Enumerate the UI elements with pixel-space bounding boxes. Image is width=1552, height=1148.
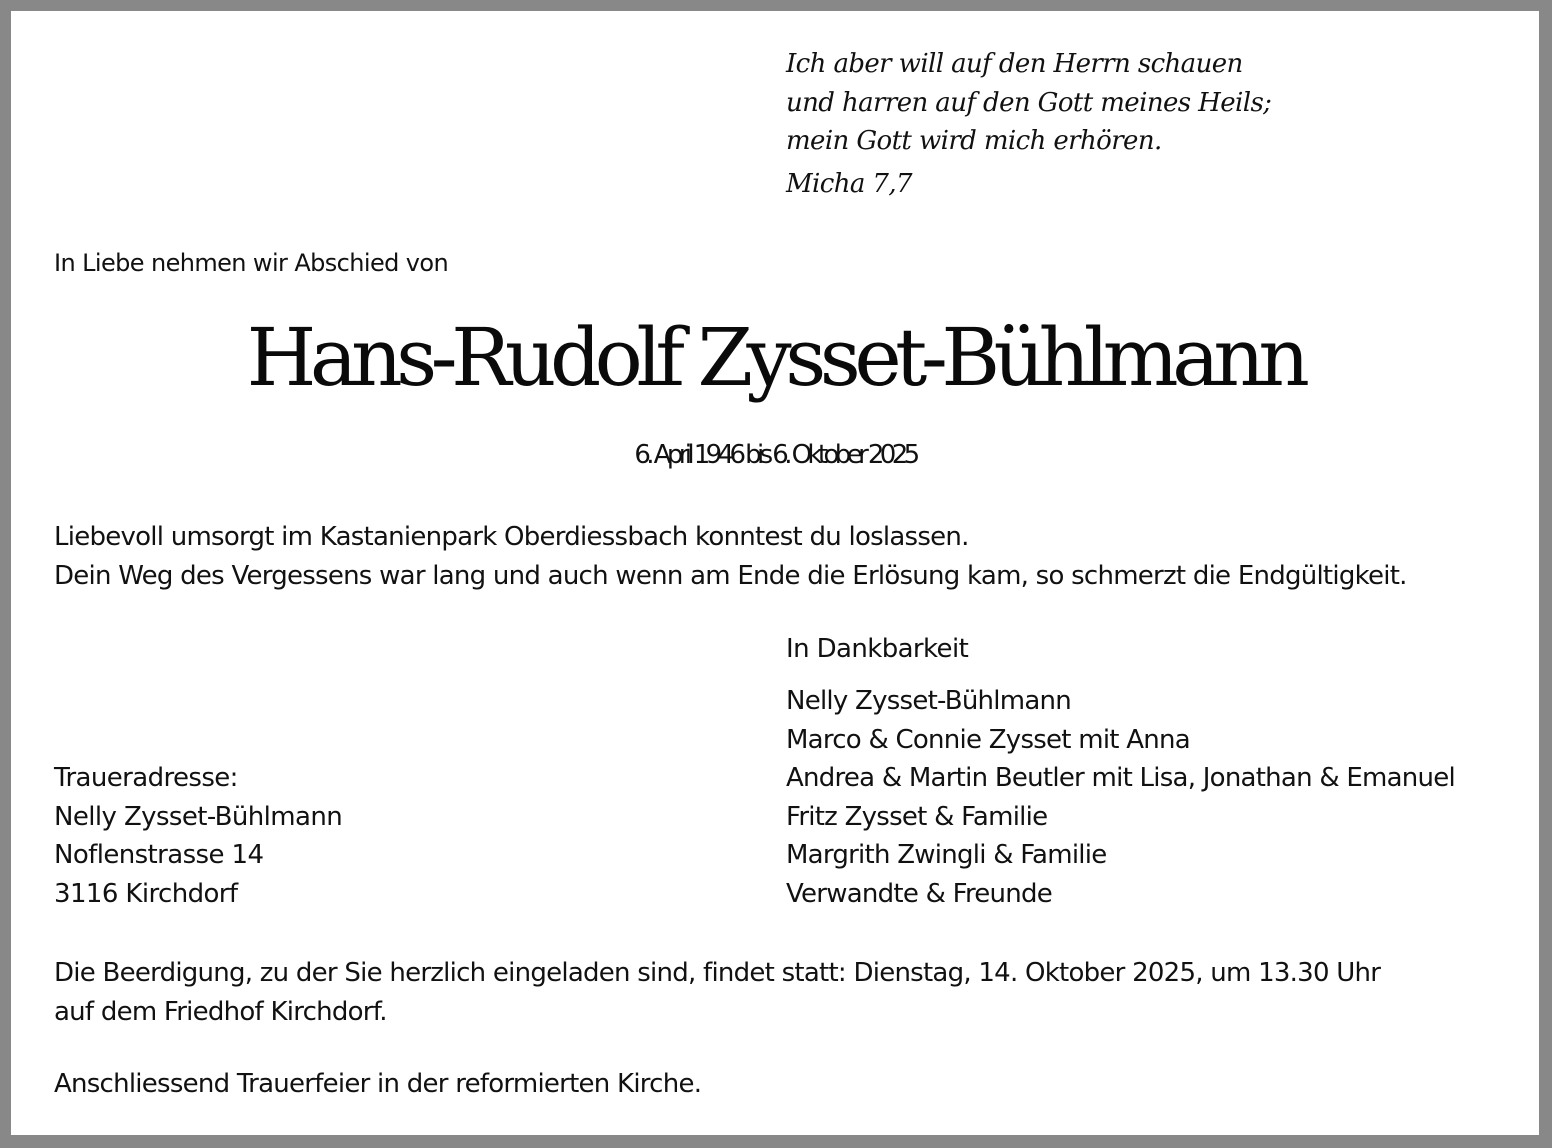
mourner-entry: Marco & Connie Zysset mit Anna <box>786 724 1190 755</box>
memorial-service-note: Anschliessend Trauerfeier in der reformierten Kirche. <box>54 1069 702 1099</box>
funeral-line: auf dem Friedhof Kirchdorf. <box>54 997 387 1027</box>
address-line: Nelly Zysset-Bühlmann <box>54 801 343 832</box>
mourner-entry: Margrith Zwingli & Familie <box>786 840 1107 871</box>
verse-line: und harren auf den Gott meines Heils; <box>786 87 1272 118</box>
verse-line: mein Gott wird mich erhören. <box>786 126 1162 156</box>
mourners-list <box>786 682 1455 914</box>
intro-text: In Liebe nehmen wir Abschied von <box>54 249 449 277</box>
gratitude-heading: In Dankbarkeit <box>786 634 969 664</box>
deceased-name: Hans-Rudolf Zysset-Bühlmann <box>246 311 1304 404</box>
address-label: Traueradresse: <box>54 763 238 793</box>
mourner-entry: Nelly Zysset-Bühlmann <box>786 686 1071 716</box>
mourning-address <box>54 759 342 913</box>
obituary-notice <box>11 11 1539 1135</box>
tribute-line: Liebevoll umsorgt im Kastanienpark Oberdiessbach konntest du loslassen. <box>54 522 969 552</box>
verse-reference: Micha 7,7 <box>786 169 912 199</box>
mourner-entry: Andrea & Martin Beutler mit Lisa, Jonathan & Emanuel <box>786 763 1455 794</box>
address-line: 3116 Kirchdorf <box>54 878 238 909</box>
mourner-entry: Verwandte & Freunde <box>786 878 1053 909</box>
bible-verse <box>786 45 1271 161</box>
mourner-entry: Fritz Zysset & Familie <box>786 801 1048 832</box>
verse-line: Ich aber will auf den Herrn schauen <box>786 49 1243 79</box>
tribute-paragraph <box>54 518 1407 596</box>
tribute-line: Dein Weg des Vergessens war lang und auch wenn am Ende die Erlösung kam, so schmerzt die Endgültigkeit. <box>54 561 1407 591</box>
address-line: Noflenstrasse 14 <box>54 840 264 871</box>
funeral-details <box>54 954 1380 1032</box>
funeral-line: Die Beerdigung, zu der Sie herzlich eingeladen sind, findet statt: Dienstag, 14. Oktober 2025, um 13.30 Uhr <box>54 958 1381 988</box>
life-dates: 6. April 1946 bis 6. Oktober 2025 <box>634 440 916 470</box>
